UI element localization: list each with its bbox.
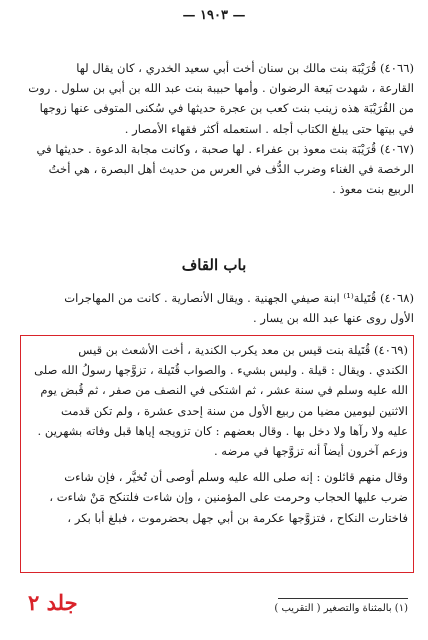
text-line: وقال منهم قائلون : إنه صلى الله عليه وسلم أوصى أن تُخيَّر ، فإن شاءت [64, 470, 408, 485]
text-line: فاختارت النكاح ، فتزوَّجها عكرمة بن أبي جهل بحضرموت ، فبلغ أبا بكر ، [67, 510, 408, 525]
text-line: (٤٠٦٨) قُتَيلة⁽¹⁾ ابنة صيفي الجهنية . ويقال الأنصارية . كانت من المهاجرات [64, 291, 414, 305]
text-line: (٤٠٦٦) قُرَيْبَة بنت مالك بن سنان أخت أبي سعيد الخدري ، كان يقال لها [76, 61, 414, 75]
text-line: القارعة ، شهدت بَيعة الرضوان . وأمها حبيبة بنت عبد الله بن أبي بن سلول . روت [28, 81, 414, 96]
text-line: في بيتها حتى يبلغ الكتاب أجله . استعمله أكثر فقهاء الأمصار . [124, 121, 414, 136]
text-line: الأول روى عنها عبد الله بن يسار . [253, 311, 414, 326]
text-line: (٤٠٦٩) قُتَيلة بنت قيس بن معد يكرب الكندية ، أخت الأشعث بن قيس [78, 343, 408, 357]
entry-block-4066-4067 [20, 58, 414, 199]
text-line: الاثنين ليومين مضيا من ربيع الأول من سنة إحدى عشرة ، ولم تكن قدمت [60, 403, 408, 418]
footnote: (١) بالمثناة والتصغير ( التقريب ) [274, 603, 408, 614]
text-line: الكندي . ويقال : قيلة . وليس بشيء . والصواب قُتَيلة ، تزوَّجها رسولُ الله صلى [34, 363, 408, 378]
text-line: ضرب عليها الحجاب وحرمت على المؤمنين ، وإن شاءت فلتنكح مَنْ شاءت ، [49, 490, 408, 505]
volume-label: جلد ٢ [28, 590, 78, 615]
entry-block-4069 [26, 340, 408, 528]
entry-block-4068 [20, 288, 414, 328]
text-line: الربيع بنت معوذ . [332, 182, 414, 197]
text-line: وزعم آخرون أيضاً أنه تزوَّجها في مرضه . [213, 443, 408, 458]
text-line: عليه ولا رآها ولا دخل بها . وقال بعضهم : كان تزويجه إياها قبل وفاته بشهرين . [37, 423, 408, 438]
chapter-heading: باب القاف [181, 256, 247, 274]
text-line: من القُرَيْبَة هذه زينب بنت كعب بن عجرة حديثها في سُكنى المتوفى عنها زوجها [39, 101, 414, 116]
page-number: — ١٩٠٣ — [182, 8, 246, 23]
footnote-divider [278, 598, 408, 599]
text-line: (٤٠٦٧) قُرَيْبَة بنت معوذ بن عفراء . لها صحبة ، وكانت مجابة الدعوة . حديثها في [36, 141, 414, 156]
text-line: الرخصة في الغناء وضرب الدُّف في العرس من حديث أهل البصرة ، هي أختُ [48, 161, 414, 176]
text-line: الله عليه وسلم في سنة عشر ، ثم اشتكى في النصف من صفر ، ثم قُبض يوم [40, 383, 408, 398]
